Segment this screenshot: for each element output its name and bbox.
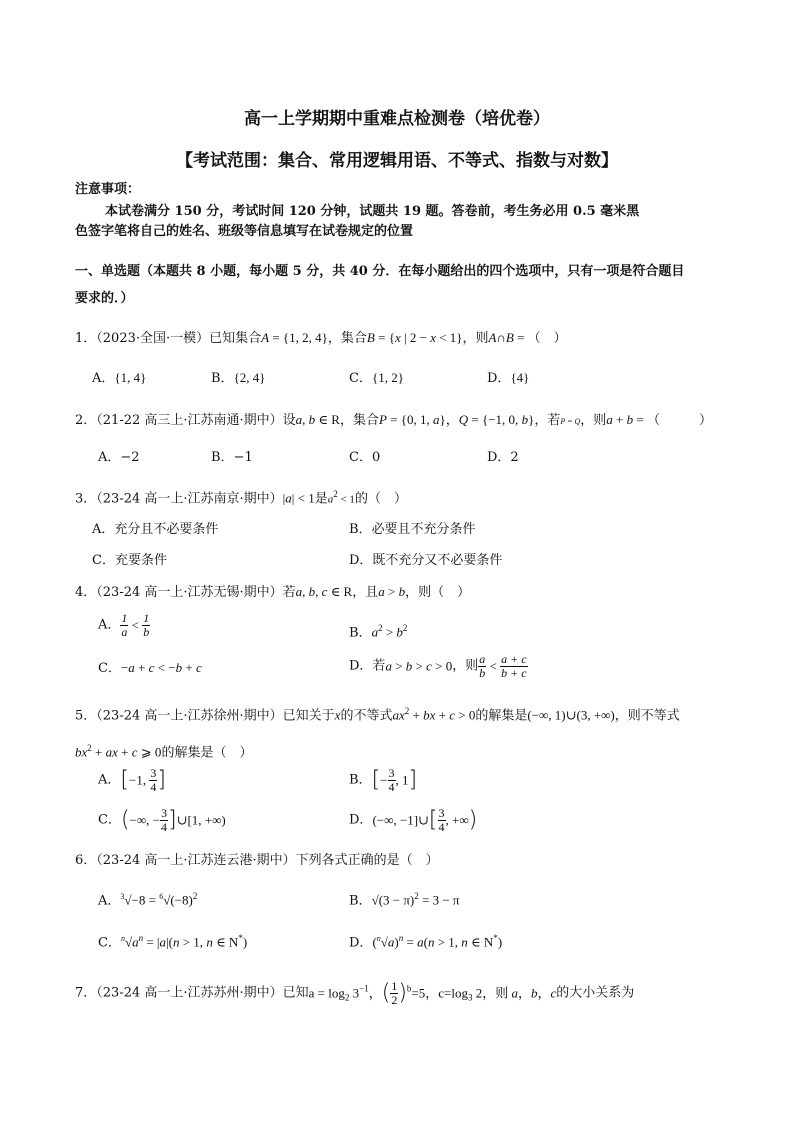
q5-line2-end: 的解集是（ ） [161, 745, 253, 761]
q4-option-a: A． $\frac{1}{a}$ < $\frac{1}{b}$ [98, 611, 150, 639]
q2-prefix: 2．（21-22 高三上·江苏南通·期中）设 [75, 413, 296, 428]
q4-option-b-label: B． [349, 625, 372, 641]
question-3: 3．（23-24 高一上·江苏南京·期中）|a| < 1是$a^2 < 1$的（ ） [75, 489, 407, 507]
q3-de: 的（ ） [354, 491, 407, 507]
q1-end: （ ） [527, 331, 567, 346]
q4-option-d-pre: D．若 [349, 658, 386, 674]
question-5-line-1: 5．（23-24 高一上·江苏徐州·期中）已知关于x的不等式$ax^2$ + bx + c > 0的解集是(−∞, 1)∪(3, +∞)，则不等式 [75, 706, 680, 724]
q6-option-c: C．$^n√a^n = |a|(n > 1$, n ∈ N*) [98, 933, 248, 951]
q1-suffix: ，则 [462, 331, 489, 346]
q4-option-a-label: A． [98, 617, 121, 633]
q6-option-d-label: D． [349, 935, 373, 951]
q5-option-c: C．(−∞, − $\frac{3}{4}$ ]∪[1, +∞) [98, 806, 226, 834]
q4-ze: ，则（ ） [405, 585, 471, 600]
q1-option-d: D．{4} [487, 370, 530, 386]
q5-tail: ，则不等式 [614, 708, 680, 724]
q1-option-d-label: D． [487, 371, 511, 386]
q1-option-a-label: A． [92, 371, 115, 386]
q1-option-c: C．{1, 2} [349, 370, 404, 386]
q3-option-b: B．必要且不充分条件 [349, 522, 476, 537]
q6-option-b-label: B． [349, 893, 372, 909]
q6-option-b: B．$√(3 - \pi)^2 = 3 - \pi$ [349, 891, 460, 909]
question-4: 4．（23-24 高一上·江苏无锡·期中）若a, b, c ∈ R，且a > b，则（ ） [75, 584, 471, 600]
question-1: 1．（2023·全国·一模）已知集合A = {1, 2, 4}，集合B = {x | 2 − x < 1}，则A∩B = （ ） [75, 330, 567, 346]
q4-qie: ，且 [352, 585, 379, 600]
q2-setword: ，集合 [339, 413, 379, 428]
q4-option-c: C．−a + c < −b + c [98, 660, 202, 676]
q1-option-b: B．{2, 4} [211, 370, 266, 386]
q5-option-b: B．[− $\frac{3}{4}$ , 1] [349, 766, 418, 794]
q4-prefix: 4．（23-24 高一上·江苏无锡·期中）若 [75, 585, 296, 600]
notice-line-1: 本试卷满分 150 分，考试时间 120 分钟，试题共 19 题。答卷前，考生务必用 0.5 毫米黑 [105, 204, 640, 219]
exam-scope: 【考试范围：集合、常用逻辑用语、不等式、指数与对数】 [176, 151, 618, 171]
q1-option-b-label: B． [211, 371, 234, 386]
q5-option-c-label: C． [98, 812, 121, 828]
q5-option-b-label: B． [349, 772, 372, 788]
notice-line-2: 色签字笔将自己的姓名、班级等信息填写在试卷规定的位置 [75, 224, 414, 239]
q3-shi: 是 [314, 491, 328, 507]
question-2: 2．（21-22 高三上·江苏南通·期中）设a, b ∈ R，集合P = {0, 1, a}，Q = {−1, 0, b}，若P = Q，则a + b = （ ） [75, 412, 712, 428]
q5-option-d: D．(−∞, −1]∪[ $\frac{3}{4}$ , +∞) [349, 806, 478, 834]
q3-option-d: D．既不充分又不必要条件 [349, 553, 503, 568]
q2-option-a: A．−2 [98, 450, 140, 465]
q5-option-a: A．[−1, $\frac{3}{4}$ ] [98, 766, 166, 794]
q1-prefix: 1．（2023·全国·一模）已知集合 [75, 331, 262, 346]
q6-option-c-label: C． [98, 935, 121, 951]
q5-mid: 的不等式 [340, 708, 393, 724]
q1-option-a: A．{1, 4} [92, 370, 147, 386]
q2-ruo: ，若 [534, 413, 561, 428]
q5-solset: 的解集是 [475, 708, 528, 724]
question-6: 6．（23-24 高一上·江苏连云港·期中）下列各式正确的是（ ） [75, 853, 439, 868]
q7-tail: 的大小关系为 [556, 985, 635, 1001]
section-1-line-1: 一、单选题（本题共 8 小题，每小题 5 分，共 40 分．在每小题给出的四个选项中，只有一项是符合题目 [75, 264, 685, 279]
q6-option-a: A．$^3√-8 = ^6√(-8)^2$ [98, 891, 198, 909]
q6-option-a-label: A． [98, 893, 121, 909]
q5-prefix: 5．（23-24 高一上·江苏徐州·期中）已知关于 [75, 708, 335, 724]
section-1-line-2: 要求的．） [75, 291, 134, 306]
question-5-line-2: $bx^2$ + ax + c ⩾ 0的解集是（ ） [75, 743, 253, 761]
q3-option-c: C．充要条件 [92, 553, 167, 568]
q3-prefix: 3．（23-24 高一上·江苏南京·期中） [75, 491, 283, 507]
question-7: 7．（23-24 高一上·江苏苏州·期中）已知$a = \log_2 3^{-1}$，( $\frac{1}{2}$ )$^b$=5，$c=\log_3$ 2，则 a，b，c的大小关系为 [75, 979, 635, 1007]
q2-ze: ，则 [580, 413, 607, 428]
q6-option-d: D．$(^n√a)^n = a(n > 1$, n ∈ N*) [349, 933, 503, 951]
q2-end: （ ） [646, 413, 712, 428]
q1-mid: ，集合 [327, 331, 367, 346]
q1-option-c-label: C． [349, 371, 372, 386]
q2-option-d: D．2 [487, 450, 519, 465]
notice-heading: 注意事项： [75, 182, 141, 197]
page-title: 高一上学期期中重难点检测卷（培优卷） [244, 109, 550, 129]
q2-option-c: C．0 [349, 450, 381, 465]
q5-option-a-label: A． [98, 772, 121, 788]
q5-option-d-label: D． [349, 812, 373, 828]
q4-option-d-ze: ，则 [452, 658, 479, 674]
q4-option-c-label: C． [98, 661, 121, 676]
q4-option-d: D．若a > b > c > 0，则 $\frac{a}{b}$ < $\frac{a + c}{b + c}$ [349, 652, 527, 680]
q3-option-a: A．充分且不必要条件 [92, 522, 219, 537]
q2-option-b: B．−1 [211, 450, 253, 465]
q7-prefix: 7．（23-24 高一上·江苏苏州·期中）已知 [75, 985, 309, 1001]
q4-option-b: B．$a^2 > b^2$ [349, 623, 408, 641]
